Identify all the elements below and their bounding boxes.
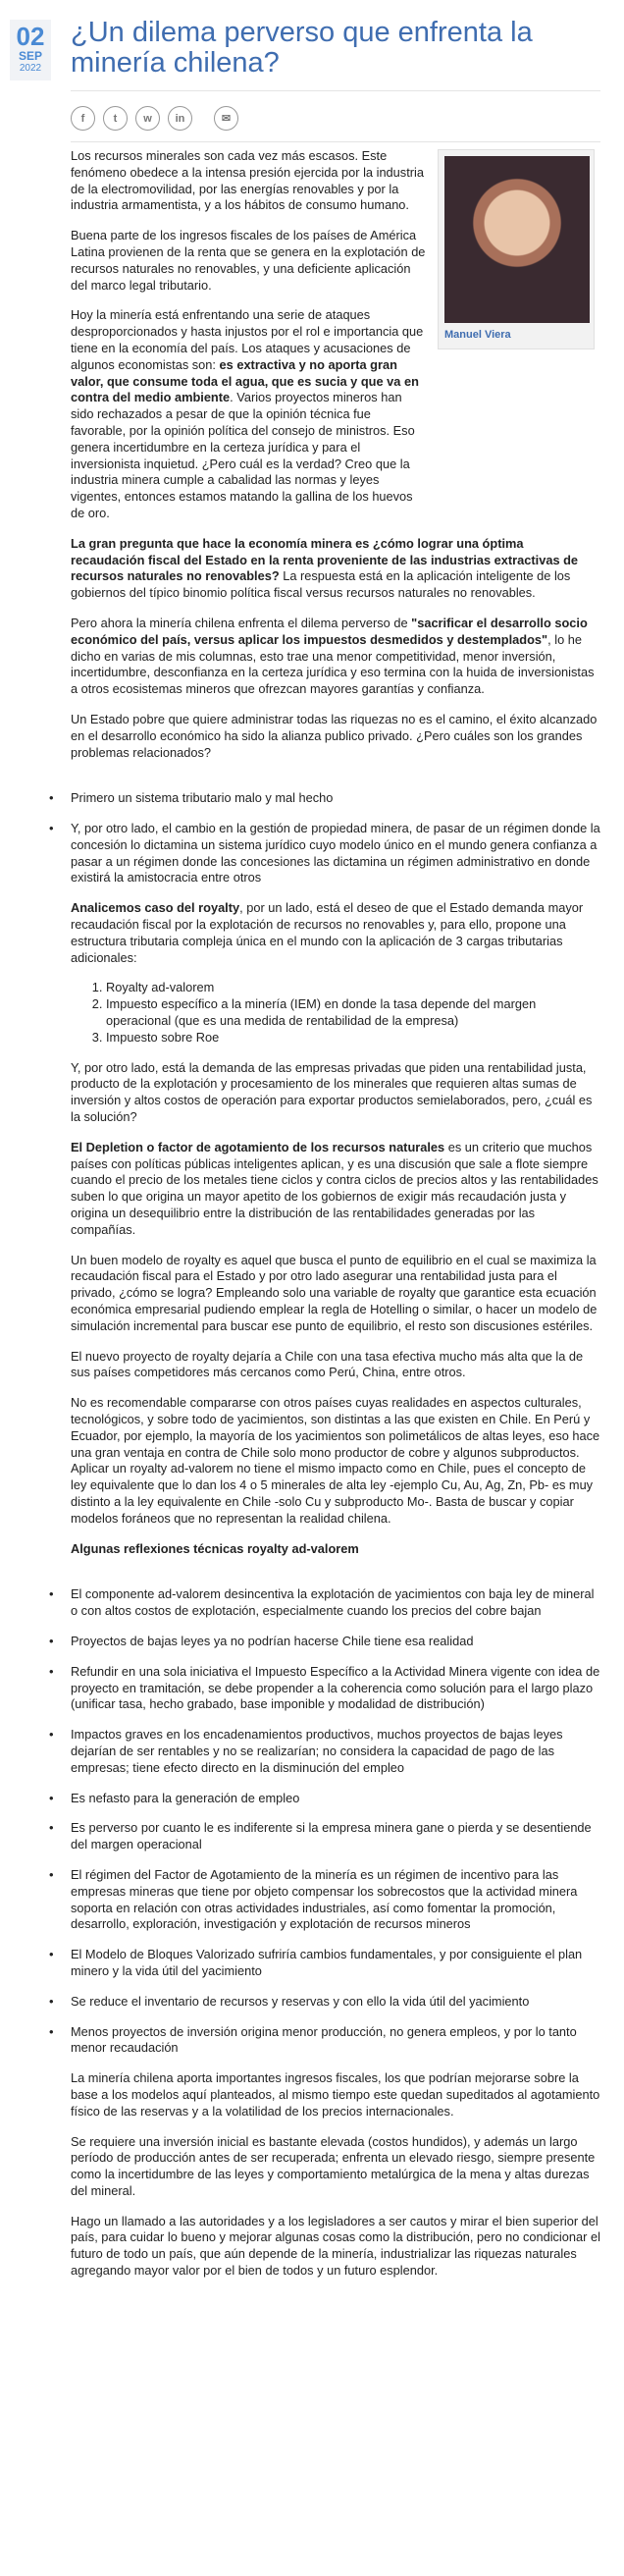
paragraph [71,616,600,698]
whatsapp-icon[interactable]: w [135,106,160,131]
paragraph: Hago un llamado a las autoridades y a los legisladores a ser cautos y mirar el bien superior del país, para cuidar lo bueno y mejorar algunas cosas como la distribución, pero no condicionar el futuro de todo un país, que aún depende de la minería, industrializar las riquezas naturales agregando mayor valor por el bien de todos y un futuro esplendor. [71,2213,600,2279]
author-name[interactable]: Manuel Viera [444,329,511,341]
list-item: • El componente ad-valorem desincentiva la explotación de yacimientos con baja ley de mineral o con altos costos de explotación, especialmente cuando los precios del cobre bajan [71,1586,600,1620]
list-item: • El Modelo de Bloques Valorizado sufriría cambios fundamentales, y por consiguiente el plan minero y la vida útil del yacimiento [71,1947,600,1980]
bullet-list [71,1586,600,2057]
list-item: • Primero un sistema tributario malo y mal hecho [71,790,600,807]
list-item: 1. Royalty ad-valorem [106,980,600,996]
paragraph [71,900,600,966]
text: , por un lado, está el deseo de que el Estado demanda mayor recaudación fiscal por la explotación de recursos no renovables y, para ello, propone una estructura tributaria compleja única en el mundo con la aplicación de 3 cargas tributarias adicionales: [71,900,584,965]
text: . Varios proyectos mineros han sido rechazados a pesar de que la opinión técnica fue favorable, por la opinión política del consejo de ministros. Eso genera incertidumbre en la certeza jurídica y para el inversionista inquietud. ¿Pero cuál es la verdad? Creo que la industria minera cumple a cabalidad las normas y leyes vigentes, entonces estamos matando la gallina de los huevos de oro. [71,390,415,520]
bold-text: "sacrificar el desarrollo socio económico del país, versus aplicar los impuestos desmedidos y destemplados" [71,615,588,647]
bold-text: Analicemos caso del royalty [71,900,240,916]
paragraph: Un buen modelo de royalty es aquel que busca el punto de equilibrio en el cual se maximiza la recaudación fiscal para el Estado y por otro lado asegurar una rentabilidad justa para el privado, ¿cómo se logra? Empleando solo una variable de royalty que garantice esta ecuación económica empresarial pudiendo emplear la regla de Hotelling o similar, o hacer un modelo de simulación incremental para buscar ese punto de equilibrio, el resto son discusiones estériles. [71,1252,598,1333]
date-day: 02 [16,22,45,51]
paragraph: Los recursos minerales son cada vez más escasos. Este fenómeno obedece a la intensa presión ejercida por la industria de la electromovilidad, por las energías renovables y por la industria armamentista, y a los hábitos de consumo humano. [71,148,424,213]
linkedin-icon[interactable]: in [168,106,192,131]
list-item: • Proyectos de bajas leyes ya no podrían hacerse Chile tiene esa realidad [71,1634,600,1650]
twitter-icon[interactable]: t [103,106,128,131]
paragraph [71,536,600,602]
paragraph: Un Estado pobre que quiere administrar todas las riquezas no es el camino, el éxito alcanzado en el desarrollo económico ha sido la alianza publico privado. ¿Pero cuáles son los grandes problemas relacionados? [71,711,598,760]
bold-text: La gran pregunta que hace la economía minera es ¿cómo lograr una óptima recaudación fiscal del Estado en la renta proveniente de las industrias extractivas de recursos naturales no renovables? [71,535,579,584]
bullet-list [71,790,600,886]
list-item: • Se reduce el inventario de recursos y reservas y con ello la vida útil del yacimiento [71,1994,600,2011]
list-item: 3. Impuesto sobre Roe [106,1030,600,1046]
list-item: 2. Impuesto específico a la minería (IEM) en donde la tasa depende del margen operacional (que es una medida de rentabilidad de la empresa) [106,996,600,1030]
share-bar [71,106,238,131]
date-month: SEP [18,49,42,63]
list-item: • Es perverso por cuanto le es indiferente si la empresa minera gane o pierda y se desentiende del margen operacional [71,1820,600,1853]
paragraph: Se requiere una inversión inicial es bastante elevada (costos hundidos), y además un largo período de producción antes de ser recuperada; enfrenta un elevado riesgo, siempre presente como la incertidumbre de las leyes y comportamiento metalúrgica de la mena y altas durezas del mineral. [71,2133,596,2198]
paragraph: No es recomendable compararse con otros países cuyas realidades en aspectos culturales, tecnológicos, y sobre todo de yacimientos, son distintas a las que existen en Chile. En Perú y Ecuador, por ejemplo, la mayoría de los yacimientos son polimetálicos de altas leyes, eso hace una gran ventaja en contra de Chile solo mono productor de cobre y algunos subproductos. Aplicar un royalty ad-valorem no tiene el mismo impacto como en Chile, pues el concepto de ley equivalente que lo dan los 4 o 5 minerales de alta ley -ejemplo Cu, Au, Ag, Zn, Pb- es muy distinto a la ley equivalente en Chile -solo Cu y subproducto Mo-. Basta de buscar y copiar modelos foráneos que no representan la realidad chilena. [71,1395,600,1526]
list-item: • Refundir en una sola iniciativa el Impuesto Específico a la Actividad Minera vigente con idea de proyecto en tramitación, se debe propender a la coherencia como solución para el largo plazo (unificar tasa, hecho grabado, base imponible y modalidad de distribución) [71,1664,600,1713]
bold-text: es extractiva y no aporta gran valor, que consume toda el agua, que es sucia y que va en contra del medio ambiente [71,356,419,405]
article-title: ¿Un dilema perverso que enfrenta la minería chilena? [71,17,533,79]
date-badge [10,20,51,80]
paragraph: Buena parte de los ingresos fiscales de los países de América Latina provienen de la renta que se genera en la explotación de recursos naturales no renovables, y una deficiente aplicación del marco legal tributario. [71,228,426,293]
list-item: • Y, por otro lado, el cambio en la gestión de propiedad minera, de pasar de un régimen donde la concesión lo dictamina un sistema jurídico cuyo modelo único en el mundo genera confianza a pasar a un régimen donde las concesiones las dictamina un régimen administrativo en donde existirá la amistocracia entre otros [71,821,600,886]
bold-text: El Depletion o factor de agotamiento de los recursos naturales [71,1139,445,1154]
text: , lo he dicho en varias de mis columnas, esto trae una menor competitividad, menor inversión, incertidumbre, desconfianza en la certeza jurídica y eso termina con la huida de inversionistas a otros ecosistemas mineros que ofrezcan mayores garantías y confianza. [71,631,595,697]
text: Hoy la minería está enfrentando una serie de ataques desproporcionados y hasta injustos por el rol e importancia que tiene en la economía del país. Los ataques y acusaciones de algunos economistas son: [71,307,424,372]
paragraph [71,1140,600,1239]
section-heading: Algunas reflexiones técnicas royalty ad-valorem [71,1540,359,1556]
date-year: 2022 [19,63,42,74]
paragraph: El nuevo proyecto de royalty dejaría a Chile con una tasa efectiva mucho más alta que la de sus países competidores más cercanos como Perú, China, entre otros. [71,1348,584,1380]
mail-icon[interactable]: ✉ [214,106,238,131]
text: es un criterio que muchos países con políticas públicas inteligentes aplican, y es una discusión que sale a flote siempre cuando el precio de los metales tiene ciclos y contra ciclos de precios altos y las rentabilidades suben lo que origina un mayor apetito de los gobiernos de exigir más recaudación justa y origina un desequilibrio entre la distribución de las rentabilidades generadas por las compañías. [71,1139,598,1237]
paragraph: Y, por otro lado, está la demanda de las empresas privadas que piden una rentabilidad justa, producto de la explotación y procesamiento de los minerales que requieren altas sumas de inversión y altos costos de operación para exportar productos semielaborados, pero, ¿cuál es la solución? [71,1059,593,1125]
list-item: • Impactos graves en los encadenamientos productivos, muchos proyectos de bajas leyes dejarían de ser rentables y no se realizarían; no considera la capacidad de pago de las empresas; tiene efecto directo en la disminución del empleo [71,1727,600,1776]
divider [71,90,600,91]
paragraph: La minería chilena aporta importantes ingresos fiscales, los que podrían mejorarse sobre la base a los modelos aquí planteados, al mismo tiempo este quedan supeditados al agotamiento físico de las reservas y a la volatilidad de los precios internacionales. [71,2070,600,2119]
list-item: • Es nefasto para la generación de empleo [71,1791,600,1807]
facebook-icon[interactable]: f [71,106,95,131]
paragraph [71,307,426,521]
list-item: • El régimen del Factor de Agotamiento de la minería es un régimen de incentivo para las empresas mineras que tiene por objeto compensar los sobrecostos que la actividad minera soporta en relación con otras actividades industriales, así como fomentar la promoción, desarrollo, exploración, investigación y explotación de recursos mineros [71,1867,600,1933]
text: La respuesta está en la aplicación inteligente de los gobiernos del típico binomio política fiscal versus recursos naturales no renovables. [71,568,571,601]
list-item: • Menos proyectos de inversión origina menor producción, no genera empleos, y por lo tanto menor recaudación [71,2024,600,2058]
article-body [71,142,600,2293]
numbered-list [71,980,600,1046]
text: Pero ahora la minería chilena enfrenta el dilema perverso de [71,615,412,630]
